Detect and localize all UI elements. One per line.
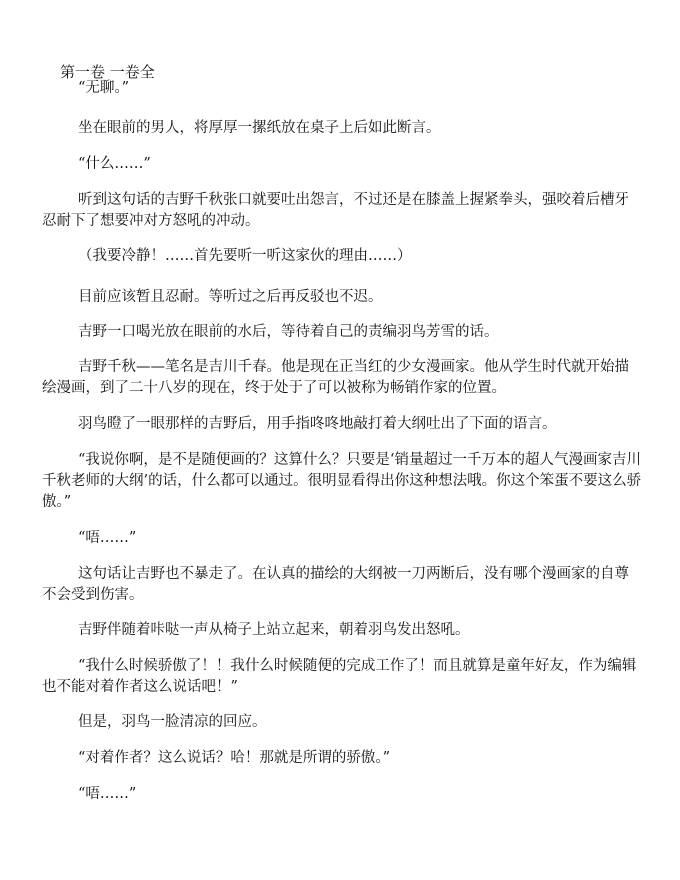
paragraph: “无聊。” [78, 80, 130, 96]
paragraph: 羽鸟瞪了一眼那样的吉野后，用手指咚咚地敲打着大纲吐出了下面的语言。 [78, 416, 557, 432]
paragraph: “什么……” [78, 156, 151, 172]
paragraph: 吉野千秋——笔名是吉川千春。他是现在正当红的少女漫画家。他从学生时代就开始描绘漫画，到了二十八岁的现在，终于处于了可以被称为畅销作家的位置。 [42, 359, 629, 396]
paragraph: 坐在眼前的男人，将厚厚一摞纸放在桌子上后如此断言。 [78, 120, 441, 136]
paragraph: （我要冷静！……首先要听一听这家伙的理由……） [78, 248, 412, 264]
paragraph: 吉野一口喝光放在眼前的水后，等待着自己的责编羽鸟芳雪的话。 [78, 324, 499, 340]
paragraph: 目前应该暂且忍耐。等听过之后再反驳也不迟。 [78, 289, 383, 305]
paragraph: “我说你啊，是不是随便画的？这算什么？只要是‘销量超过一千万本的超人气漫画家吉川千秋老师的大纲’的话，什么都可以通过。很明显看得出你这种想法哦。你这个笨蛋不要这么骄傲。” [42, 452, 642, 510]
paragraph: 但是，羽鸟一脸清凉的回应。 [78, 714, 267, 730]
paragraph: 吉野伴随着咔哒一声从椅子上站立起来，朝着羽鸟发出怒吼。 [78, 622, 470, 638]
chapter-title: 第一卷 一卷全 [60, 63, 155, 81]
paragraph: “对着作者？这么说话？哈！那就是所谓的骄傲。” [78, 750, 391, 766]
paragraph: “唔……” [78, 530, 137, 546]
paragraph: “唔……” [78, 786, 137, 802]
paragraph: 听到这句话的吉野千秋张口就要吐出怨言，不过还是在膝盖上握紧拳头，强咬着后槽牙忍耐下了想要冲对方怒吼的冲动。 [42, 192, 629, 229]
paragraph: “我什么时候骄傲了！！我什么时候随便的完成工作了！而且就算是童年好友，作为编辑也不能对着作者这么说话吧！” [42, 658, 637, 695]
paragraph: 这句话让吉野也不暴走了。在认真的描绘的大纲被一刀两断后，没有哪个漫画家的自尊不会受到伤害。 [42, 566, 629, 603]
